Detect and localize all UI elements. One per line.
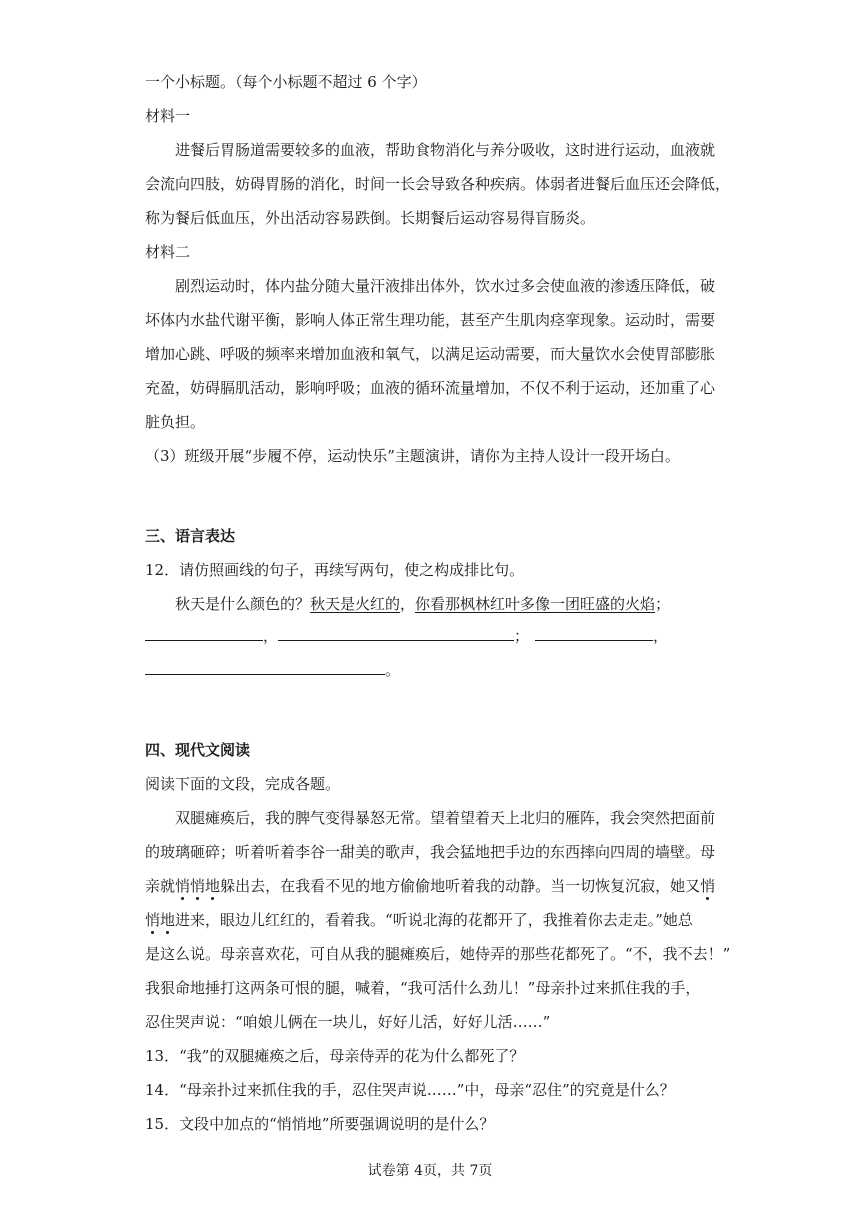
emphasis-dot-char: 悄: [145, 911, 161, 929]
answer-blank[interactable]: [278, 626, 514, 641]
text-line: 一个小标题。（每个小标题不超过 6 个字）: [145, 73, 427, 91]
emphasis-dot-char: 悄: [175, 877, 191, 895]
passage-line: 双腿瘫痪后，我的脾气变得暴怒无常。望着望着天上北归的雁阵，我会突然把面前: [175, 809, 716, 827]
answer-blank-line-2[interactable]: [145, 660, 400, 680]
text-line: 进餐后胃肠道需要较多的血液，帮助食物消化与养分吸收，这时进行运动，血液就: [175, 141, 716, 159]
passage-line: 忍住哭声说：“咱娘儿俩在一块儿，好好儿活，好好儿活……”: [145, 1013, 551, 1031]
passage-line: 是这么说。母亲喜欢花，可自从我的腿瘫痪后，她侍弄的那些花都死了。“不，我不去！”: [145, 945, 731, 963]
question-12: 12．请仿照画线的句子，再续写两句，使之构成排比句。: [145, 561, 525, 579]
reading-instructions: 阅读下面的文段，完成各题。: [145, 775, 341, 793]
question-13: 13．“我”的双腿瘫痪之后，母亲侍弄的花为什么都死了？: [145, 1047, 525, 1065]
text-line: 会流向四肢，妨碍胃肠的消化，时间一长会导致各种疾病。体弱者进餐后血压还会降低，: [145, 175, 731, 193]
text-line: 脏负担。: [145, 413, 206, 431]
period: 。: [385, 661, 401, 679]
passage-line: 悄地进来，眼边儿红红的，看着我。“听说北海的花都开了，我推着你去走走。”她总: [145, 911, 693, 929]
question-3-prompt: （3）班级开展“步履不停，运动快乐”主题演讲，请你为主持人设计一段开场白。: [145, 447, 680, 465]
text-line: 增加心跳、呼吸的频率来增加血液和氧气，以满足运动需要，而大量饮水会使胃部膨胀: [145, 345, 716, 363]
semicolon: ；: [655, 595, 671, 613]
text-line: 充盈，妨碍膈肌活动，影响呼吸；血液的循环流量增加，不仅不利于运动，还加重了心: [145, 379, 716, 397]
emphasis-dot-char: 悄: [190, 877, 206, 895]
semicolon: ；: [514, 627, 530, 645]
emphasis-dot-char: 悄: [700, 877, 716, 895]
text-line: 剧烈运动时，体内盐分随大量汗液排出体外，饮水过多会使血液的渗透压降低，破: [175, 277, 716, 295]
parallelism-example-sentence: [175, 594, 670, 614]
text-line: 坏体内水盐代谢平衡，影响人体正常生理功能，甚至产生肌肉痉挛现象。运动时，需要: [145, 311, 716, 329]
passage-line: 亲就悄悄地躲出去，在我看不见的地方偷偷地听着我的动静。当一切恢复沉寂，她又悄: [145, 877, 716, 895]
underlined-phrase-1: 秋天是火红的: [310, 595, 401, 613]
comma: ，: [263, 627, 279, 645]
page-footer: 试卷第 4页，共 7页: [367, 1163, 493, 1179]
answer-blank[interactable]: [145, 660, 385, 675]
comma: ，: [400, 595, 416, 613]
question-14: 14．“母亲扑过来抓住我的手，忍住哭声说……”中，母亲“忍住”的究竟是什么？: [145, 1081, 675, 1099]
section-heading-language-expression: 三、语言表达: [145, 527, 236, 545]
question-15: 15．文段中加点的“悄悄地”所要强调说明的是什么？: [145, 1115, 495, 1133]
emphasis-dot-char: 地: [205, 877, 221, 895]
underlined-phrase-2: 你看那枫林红叶多像一团旺盛的火焰: [415, 595, 656, 613]
emphasis-dot-char: 地: [160, 911, 176, 929]
material-two-label: 材料二: [145, 243, 191, 261]
text-line: 称为餐后低血压，外出活动容易跌倒。长期餐后运动容易得盲肠炎。: [145, 209, 596, 227]
answer-blank[interactable]: [535, 626, 653, 641]
comma: ，: [653, 627, 669, 645]
section-heading-modern-reading: 四、现代文阅读: [145, 741, 251, 759]
answer-blank-line-1[interactable]: [145, 626, 668, 646]
material-one-label: 材料一: [145, 107, 191, 125]
passage-line: 我狠命地捶打这两条可恨的腿，喊着，“我可活什么劲儿！”母亲扑过来抓住我的手，: [145, 979, 701, 997]
passage-line: 的玻璃砸碎；听着听着李谷一甜美的歌声，我会猛地把手边的东西摔向四周的墙壁。母: [145, 843, 716, 861]
example-plain: 秋天是什么颜色的？: [175, 595, 311, 613]
answer-blank[interactable]: [145, 626, 263, 641]
